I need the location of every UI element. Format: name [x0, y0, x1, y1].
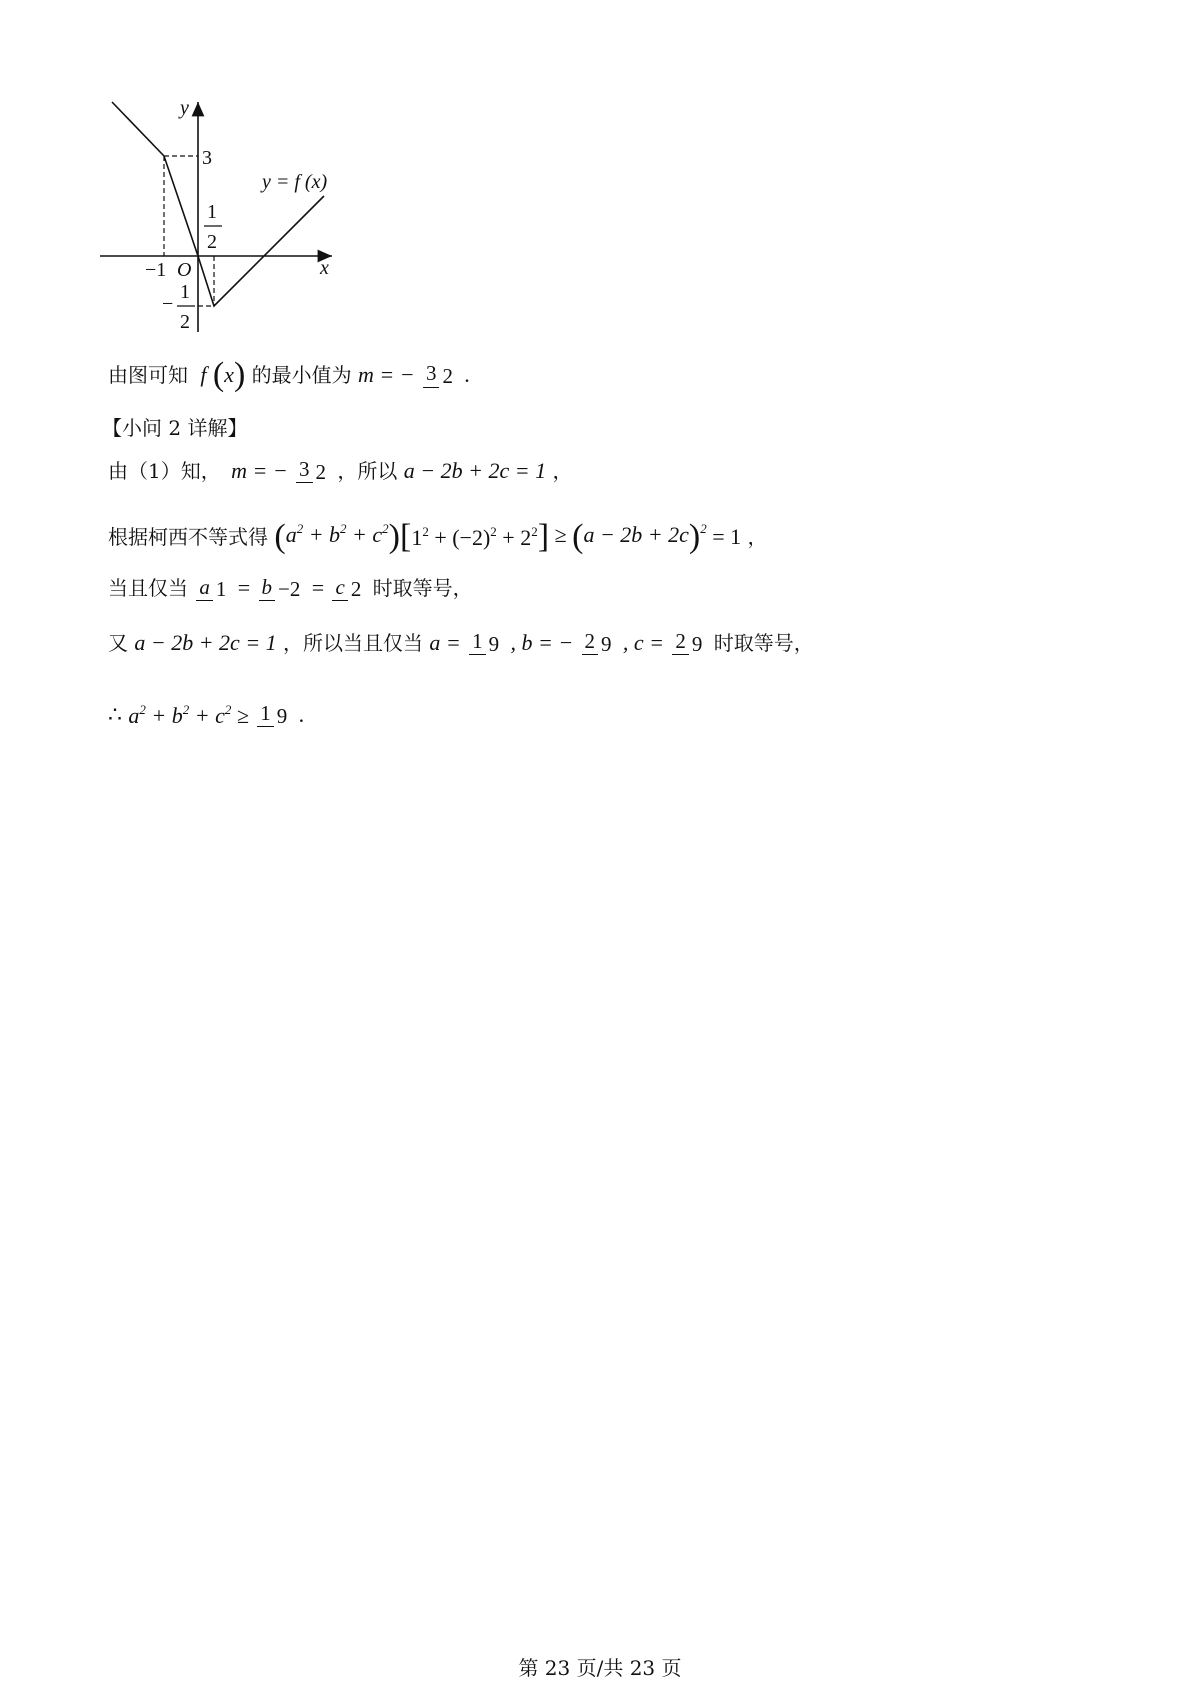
line-cauchy: 根据柯西不等式得 $(a^2 + b^2 + c^2)[1^2 + (-2)^2 + 2^2] \ge (a - 2b + 2c)^2 = 1$ ， [108, 518, 768, 555]
line-min-value: 由图可知 f (x) 的最小值为 m = − 3 2 . [108, 356, 470, 393]
line-conclusion: ∴ $a^2 + b^2 + c^2 \ge 1$ 9 . [108, 701, 305, 728]
curve-label: y = f (x) [262, 171, 328, 193]
tick-neg-sign: − [162, 293, 174, 315]
line-from-part1: 由（1）知， m = − 3 2 ，所以 a − 2b + 2c = 1 ， [108, 457, 573, 484]
y-axis-label: y [180, 97, 189, 119]
page-footer: 第 23 页/共 23 页 [518, 1656, 682, 1680]
tick-half-num: 1 [207, 201, 217, 223]
tick-half-den: 2 [207, 231, 217, 253]
section-heading: 【小问 2 详解】 [102, 416, 248, 440]
function-graph [100, 92, 340, 342]
tick-neg-half-den: 2 [180, 311, 190, 333]
tick-neg-half-num: 1 [180, 281, 190, 303]
line-solution-values: 又 a − 2b + 2c = 1 ，所以当且仅当 a = 1 9 , b = − 2 9 , c = 2 9 时取等号， [108, 629, 814, 656]
tick-y3: 3 [202, 147, 212, 169]
tick-x-minus1: −1 [145, 259, 167, 281]
origin-label: O [177, 259, 192, 281]
line-equality-condition: 当且仅当 a 1 = b −2 = c 2 时取等号， [108, 574, 473, 601]
x-axis-label: x [320, 257, 329, 279]
function-curve [112, 102, 324, 306]
frac-3-2: 3 2 [423, 362, 456, 387]
